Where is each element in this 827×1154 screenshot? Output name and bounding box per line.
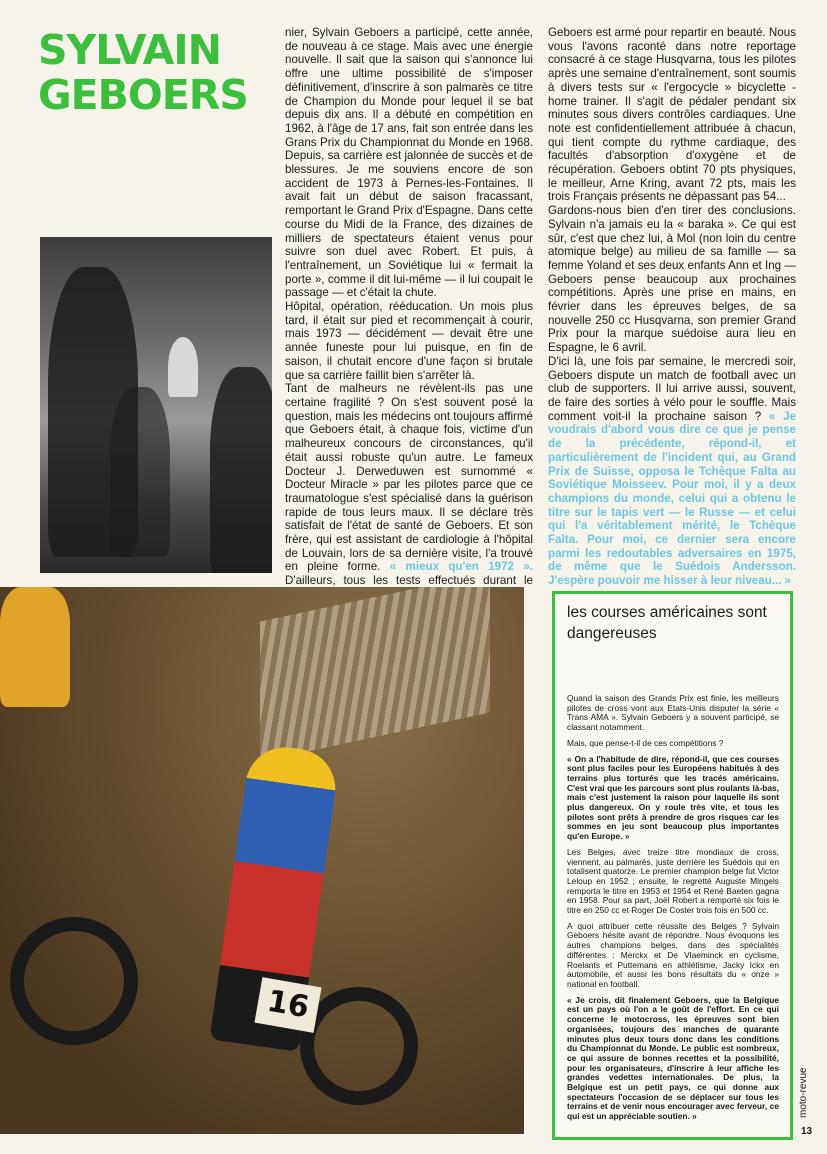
podium-photo — [40, 237, 272, 573]
title-line-2: GEBOERS — [38, 71, 248, 119]
paragraph: Hôpital, opération, rééducation. Un mois plus tard, il était sur pied et recommençait à courir, mais 1973 — décidément — devait être une année funeste pour lui puisque, en fin de saison, il chutait encore d'une façon si brutale que sa carrière faillit bien s'arrêter là. — [285, 300, 533, 382]
quote-highlight: « mieux qu'en 1972 ». — [389, 560, 533, 574]
paragraph-text: Tant de malheurs ne révèlent-ils pas une certaine fragilité ? On s'est souvent posé la question, mais les médecins ont toujours affirmé que Geboers était, à chaque fois, victime d'un malheureux concours de circonstances, qu'il était aussi robuste qu'un autre. Le fameux Docteur J. Derweduwen est surnommé « Docteur Miracle » par les pilotes parce que ce traumatologue s'est spécialisé dans la guérison rapide de tous leurs maux. Il se déclare très satisfait de l'état de santé de Geboers. Et son frère, qui est assistant de cardiologie à l'hôpital de Louvain, lors de sa dernière visite, l'a trouvé en pleine forme. — [285, 382, 533, 574]
quote-paragraph: « Je crois, dit finalement Geboers, que la Belgique est un pays où l'on a le goût de l'effort. En ce qui concerne le motocross, les épreuves sont bien organisées, toujours des manches de quarante minutes plus deux tours donc dans les conditions du Championnat du Monde. Le public est nombreux, ce qui assure de bonnes recettes et la possibilité, pour les organisateurs, d'inscrire à leur affiche les grandes vedettes internationales. De plus, la Belgique est un petit pays, ce qui donne aux spectateurs l'occasion de se déplacer sur tous les terrains et de venir nous encourager avec ferveur, ce qui est un appréciable soutien. » — [567, 994, 779, 1122]
paragraph — [548, 355, 796, 588]
spectator-figure — [0, 587, 70, 707]
quote-highlight: « Je voudrais d'abord vous dire ce que je pense de la précédente, répond-il, et particulièrement de l'incident qui, au Grand Prix de Suisse, opposa le Tchèque Falta au Soviétique Moisseev. Pour moi, il y a deux champions du monde, celui qui a obtenu le titre sur le tapis vert — le Russe — et celui qui l'a véritablement mérité, le Tchèque Falta. Pour moi, ce dernier sera encore parmi les redoutables adversaires en 1975, de même que le Suédois Andersson. J'espère pouvoir me hisser à leur niveau... » — [548, 409, 796, 588]
sidebar-box — [552, 591, 793, 1140]
sidebar-title: les courses américaines sont dangereuses — [567, 604, 767, 642]
paragraph: Mais, que pense-t-il de ces compétitions ? — [567, 737, 724, 748]
fence-graphic — [260, 587, 490, 761]
front-wheel-icon — [10, 917, 138, 1045]
paragraph — [285, 382, 533, 601]
motocross-photo — [0, 587, 524, 1134]
magazine-name: moto-revue — [798, 1067, 809, 1118]
article-column-3 — [548, 26, 796, 588]
paragraph-text: D'ici là, une fois par semaine, le mercredi soir, Geboers dispute un match de football avec un club de supporters. Il lui arrive aussi, souvent, de faire des sorties à vélo pour le souffle. Mais comment voit-il la prochaine saison ? — [548, 354, 796, 423]
paragraph: Les Belges, avec treize titre mondiaux de cross, viennent, au palmarès, juste derrière les Suédois qui en totalisent quatorze. Le premier champion belge fut Victor Leloup en 1952 ; ensuite, le regretté Auguste Mingels remporta le titre en 1953 et 1954 et René Baeten gagna en 1958. Pour sa part, Joël Robert a remporté six fois le titre en 250 cc et Roger De Coster trois fois en 500 cc. — [567, 846, 779, 916]
article-title — [38, 26, 248, 119]
quote-paragraph: « On a l'habitude de dire, répond-il, que ces courses sont plus faciles pour les Européens habitués à des terrains plus torturés que les tracés américains. C'est vrai que les parcours sont plus roulants là-bas, mais c'est justement la raison pour laquelle ils sont plus dangereux. On y roule très vite, et tous les pilotes sont prêts à prendre de gros risques car les sommes en jeu sont beaucoup plus importantes qu'en Europe. » — [567, 753, 779, 842]
title-line-1: SYLVAIN — [38, 26, 221, 74]
number-plate: 16 — [254, 977, 321, 1033]
paragraph: nier, Sylvain Geboers a participé, cette année, de nouveau à ce stage. Mais avec une énergie nouvelle. Il sait que la saison qui s'annonce lui offre une ultime possibilité de s'imposer définitivement, d'inscrire à son palmarès ce titre de Champion du Monde pour lequel il se bat depuis dix ans. Il a débuté en compétition en 1962, à l'âge de 17 ans, fait son entrée dans les Grans Prix du Championnat du Monde en 1968. Depuis, sa carrière est jalonnée de succès et de blessures. Je me souviens encore de son accident de 1973 à Pernes-les-Fontaines. Il avait fait un début de saison fracassant, remportant le Grand Prix d'Espagne. Dans cette course du Midi de la France, des dizaines de milliers de spectateurs étaient venus pour suivre son duel avec Robert. Et puis, à l'entraînement, un Soviétique lui « fermait la porte », comme il dit lui-même — il lui coupait le passage — et c'était la chute. — [285, 26, 533, 300]
paragraph: A quoi attribuer cette réussite des Belges ? Sylvain Geboers hésite avant de répondre. Nous évoquons les autres champions belges, dans des spécialités différentes : Merckx et De Vlaeminck en cyclisme, Roelants et Puttemans en athlétisme, Jacky Ickx en automobile, et aussi les bons résultats du « onze » national en football. — [567, 920, 779, 989]
page-number: 13 — [801, 1126, 813, 1137]
paragraph: Gardons-nous bien d'en tirer des conclusions. Sylvain n'a jamais eu la « baraka ». Ce qui est sûr, c'est que chez lui, à Mol (non loin du centre atomique belge) au milieu de sa famille — sa femme Yoland et ses deux enfants Ann et Ing — Geboers pense beaucoup aux prochaines compétitions. Après une prise en mains, en février dans les épreuves belges, de sa nouvelle 250 cc Husqvarna, son premier Grand Prix pour la marque suédoise aura lieu en Espagne, le 6 avril. — [548, 204, 796, 355]
article-column-2 — [285, 26, 533, 602]
sidebar-body — [567, 694, 779, 1128]
paragraph: Quand la saison des Grands Prix est finie, les meilleurs pilotes de cross vont aux Etats-Unis disputer la série « Trans AMA ». Sylvain Geboers y a souvent participé, se classant notamment. — [567, 693, 779, 733]
paragraph: Geboers est armé pour repartir en beauté. Nous vous l'avons raconté dans notre reportage consacré à ce stage Husqvarna, tous les pilotes après une semaine d'entraînement, sont soumis à divers tests sur « l'ergocycle » bicyclette - home trainer. Il s'agit de pédaler pendant six minutes sous divers contrôles cardiaques. Une note est confidentiellement attribuée à chacun, qui tient compte du rythme cardiaque, des facultés d'absorption d'oxygène et de récupération. Geboers obtint 70 pts physiques, le meilleur, Arne Kring, avant 72 pts, mais les trois Français présents ne dépassant pas 54... — [548, 26, 796, 204]
paragraph-text: D'ailleurs, tous les tests effectués durant le — [285, 574, 533, 588]
trophy-icon — [168, 337, 198, 397]
